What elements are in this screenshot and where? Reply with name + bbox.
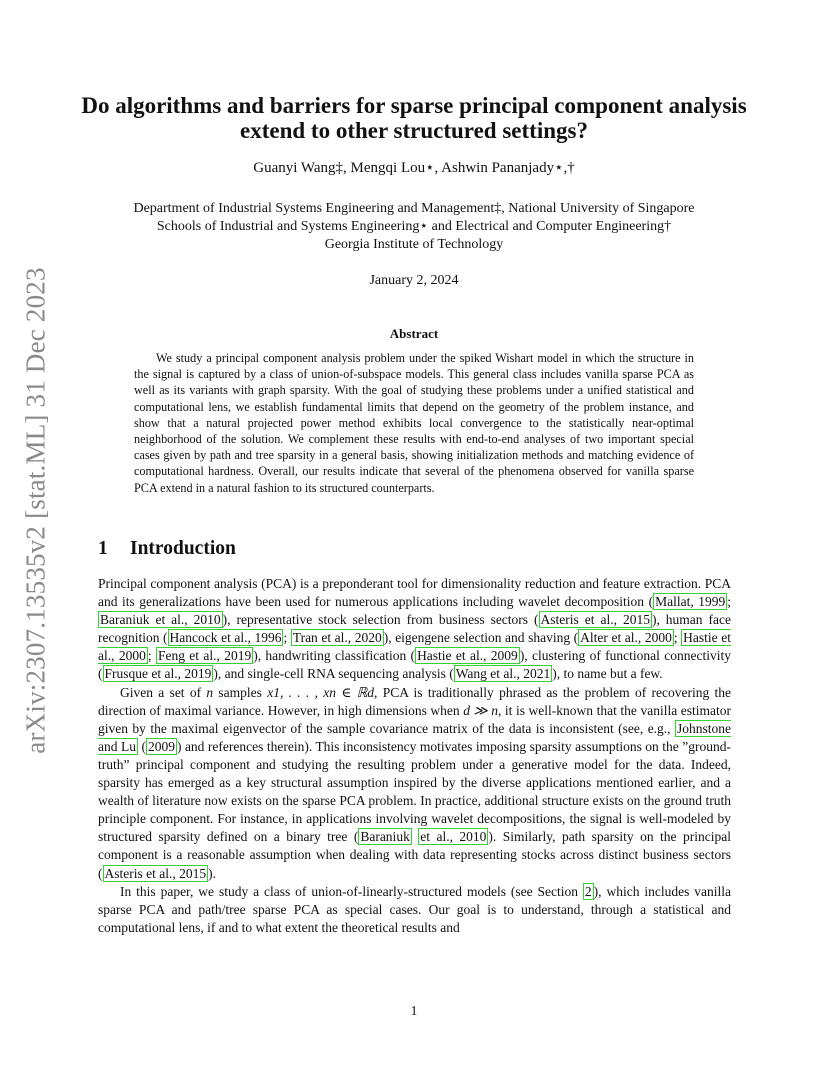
math-samples: x1, . . . , xn ∈ ℝd bbox=[267, 684, 375, 700]
citation-link[interactable]: Baraniuk bbox=[360, 829, 410, 845]
citation-link[interactable]: Tran et al., 2020 bbox=[292, 630, 382, 646]
paper-title: Do algorithms and barriers for sparse principal component analysis extend to other structured settings? bbox=[81, 93, 747, 143]
citation-link[interactable]: Johnstone and Lu bbox=[98, 720, 731, 754]
math-dn: d ≫ n bbox=[463, 702, 498, 718]
citation-link[interactable]: Baraniuk et al., 2010 bbox=[100, 612, 221, 628]
section-number: 1 bbox=[98, 538, 108, 559]
authors: Guanyi Wang‡, Mengqi Lou⋆, Ashwin Pananjady⋆,† bbox=[253, 160, 575, 176]
arxiv-identifier-stamp bbox=[12, 266, 60, 754]
citation-link[interactable]: et al., 2010 bbox=[420, 829, 487, 845]
affiliation-line: Georgia Institute of Technology bbox=[324, 237, 504, 252]
abstract-text: We study a principal component analysis problem under the spiked Wishart model in which the structure in the signal is captured by a class of union-of-subspace models. This general class includes vanilla sparse PCA as well as its variants with graph sparsity. With the goal of studying these problems under a unified statistical and computational lens, we establish fundamental limits that depend on the geometry of the problem instance, and show that a natural projected power method exhibits local convergence to the statistically near-optimal neighborhood of the solution. We complement these results with end-to-end analyses of two important special cases given by path and tree sparsity in a general basis, showing initialization methods and matching evidence of computational hardness. Overall, our results indicate that several of the phenomena observed for vanilla sparse PCA extend in a natural fashion to its structured counterparts. bbox=[134, 351, 694, 495]
citation-link[interactable]: Asteris et al., 2015 bbox=[104, 865, 207, 881]
affiliation-line: Department of Industrial Systems Engineering and Management‡, National University of Singapore bbox=[133, 201, 695, 216]
section-link[interactable]: 2 bbox=[584, 883, 592, 899]
affiliations bbox=[60, 200, 768, 254]
citation-link[interactable]: Alter et al., 2000 bbox=[580, 630, 672, 646]
citation-link[interactable]: Feng et al., 2019 bbox=[157, 648, 252, 664]
page-number: 1 bbox=[410, 1003, 418, 1018]
paper-date: January 2, 2024 bbox=[369, 273, 459, 288]
citation-link[interactable]: Hastie et al., 2009 bbox=[417, 648, 518, 664]
section-title: Introduction bbox=[130, 538, 236, 559]
citation-link[interactable]: Frusque et al., 2019 bbox=[104, 666, 212, 682]
body-text bbox=[98, 575, 731, 937]
citation-link[interactable]: Wang et al., 2021 bbox=[455, 666, 551, 682]
math-n: n bbox=[206, 684, 214, 700]
paragraph: Given a set of n samples x1, . . . , xn ∈ ℝd, PCA is traditionally phrased as the problem of recovering the direction of maximal variance. However, in high dimensions when d ≫ n, it is well-known that the vanilla estimator given by the maximal eigenvector of the sample covariance matrix of the data is inconsistent (see, e.g., Johnstone and Lu ( 2009 ) and references therein). This inconsistency motivates imposing sparsity assumptions on the ”ground-truth” principal component and studying the resulting problem under a generative model for the data. Indeed, sparsity has emerged as a key structural assumption inspired by the diverse applications mentioned earlier, and a wealth of literature now exists on the sparse PCA problem. In practice, additional structure exists on the ground truth principle component. For instance, in applications involving wavelet decompositions, the signal is well-modeled by structured sparsity defined on a binary tree ( Baraniuk et al., 2010 ). Similarly, path sparsity on the principal component is a reasonable assumption when dealing with data representing stocks across distinct business sectors ( Asteris et al., 2015 ). bbox=[98, 684, 731, 881]
affiliation-line: Schools of Industrial and Systems Engineering⋆ and Electrical and Computer Engineering† bbox=[156, 219, 672, 234]
citation-link[interactable]: Hastie et al., 2000 bbox=[98, 630, 731, 664]
paragraph: In this paper, we study a class of union-of-linearly-structured models (see Section 2 ), which includes vanilla sparse PCA and path/tree sparse PCA as special cases. Our goal is to understand, through a statistical and computational lens, if and to what extent the theoretical results and bbox=[98, 883, 731, 935]
citation-link[interactable]: 2009 bbox=[147, 738, 175, 754]
citation-link[interactable]: Mallat, 1999 bbox=[655, 594, 726, 610]
citation-link[interactable]: Hancock et al., 1996 bbox=[169, 630, 282, 646]
section-heading bbox=[98, 538, 236, 560]
arxiv-id-text: arXiv:2307.13535v2 [stat.ML] 31 Dec 2023 bbox=[20, 266, 51, 754]
abstract-heading: Abstract bbox=[389, 326, 439, 341]
paragraph: Principal component analysis (PCA) is a preponderant tool for dimensionality reduction and feature extraction. PCA and its generalizations have been used for numerous applications including wavelet decomposition ( Mallat, 1999 ; Baraniuk et al., 2010 ), representative stock selection from business sectors ( Asteris et al., 2015 ), human face recognition ( Hancock et al., 1996 ; Tran et al., 2020 ), eigengene selection and shaving ( Alter et al., 2000 ; Hastie et al., 2000 ; Feng et al., 2019 ), handwriting classification ( Hastie et al., 2009 ), clustering of functional connectivity ( Frusque et al., 2019 ), and single-cell RNA sequencing analysis ( Wang et al., 2021 ), to name but a few. bbox=[98, 576, 731, 682]
citation-link[interactable]: Asteris et al., 2015 bbox=[540, 612, 650, 628]
